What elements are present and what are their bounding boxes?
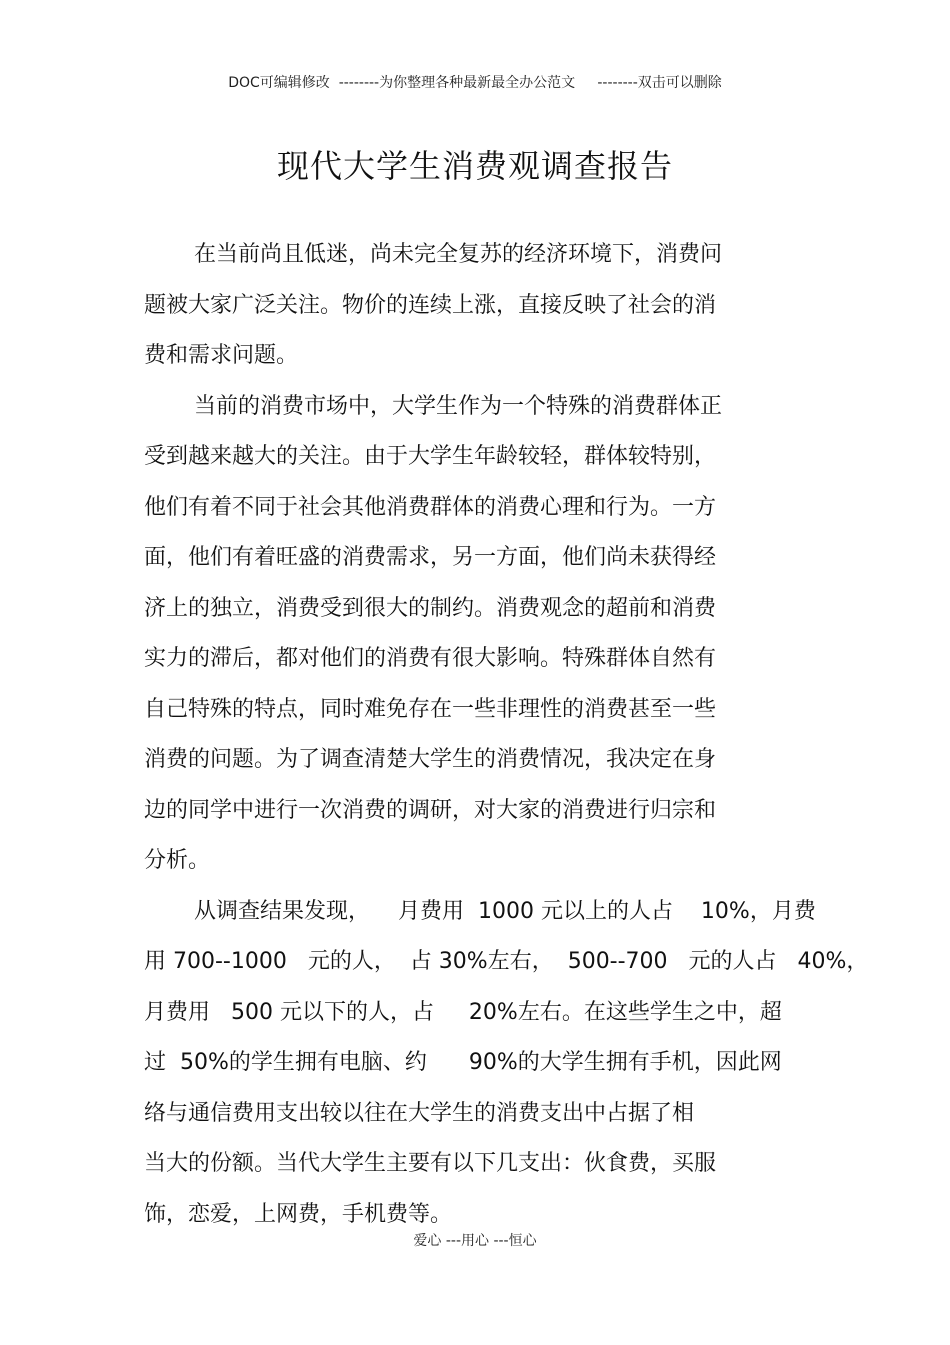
text-line: 当前的消费市场中，大学生作为一个特殊的消费群体正 bbox=[194, 393, 723, 419]
text-line: 面，他们有着旺盛的消费需求，另一方面，他们尚未获得经 bbox=[144, 545, 717, 570]
text-line: 题被大家广泛关注。物价的连续上涨，直接反映了社会的消 bbox=[144, 292, 717, 318]
document-title: 现代大学生消费观调查报告 bbox=[276, 147, 673, 186]
text-line: 消费的问题。为了调查清楚大学生的消费情况，我决定在身 bbox=[144, 747, 717, 772]
text-line: 饰，恋爱，上网费，手机费等。 bbox=[144, 1201, 453, 1227]
text-line: 分析。 bbox=[144, 848, 211, 873]
paragraph-background bbox=[144, 382, 824, 887]
document-body bbox=[144, 230, 869, 1240]
text-line: 月费用 500 元以下的人，占 20%左右。在这些学生之中，超 bbox=[144, 999, 782, 1025]
text-line: 用 700--1000 元的人， 占 30%左右， 500--700 元的人占 40%， bbox=[144, 949, 869, 974]
text-line: 从调查结果发现， 月费用 1000 元以上的人占 10%，月费 bbox=[194, 898, 816, 924]
text-line: 在当前尚且低迷，尚未完全复苏的经济环境下，消费问 bbox=[194, 242, 723, 267]
page-footer: 爱心 ---用心 ---恒心 bbox=[413, 1233, 537, 1249]
paragraph-intro bbox=[144, 230, 824, 382]
text-line: 实力的滞后，都对他们的消费有很大影响。特殊群体自然有 bbox=[144, 646, 717, 671]
text-line: 他们有着不同于社会其他消费群体的消费心理和行为。一方 bbox=[144, 494, 717, 520]
text-line: 济上的独立，消费受到很大的制约。消费观念的超前和消费 bbox=[144, 595, 717, 621]
text-line: 受到越来越大的关注。由于大学生年龄较轻，群体较特别， bbox=[144, 444, 717, 469]
paragraph-survey-results bbox=[144, 887, 869, 1241]
text-line: 过 50%的学生拥有电脑、约 90%的大学生拥有手机，因此网 bbox=[144, 1050, 782, 1075]
text-line: 自己特殊的特点，同时难免存在一些非理性的消费甚至一些 bbox=[144, 696, 717, 722]
text-line: 费和需求问题。 bbox=[144, 343, 299, 368]
text-line: 当大的份额。当代大学生主要有以下几支出：伙食费，买服 bbox=[144, 1151, 717, 1176]
text-line: 络与通信费用支出较以往在大学生的消费支出中占据了相 bbox=[144, 1100, 695, 1126]
page-header: DOC可编辑修改 --------为你整理各种最新最全办公范文 --------双击可以删除 bbox=[228, 75, 722, 91]
text-line: 边的同学中进行一次消费的调研，对大家的消费进行归宗和 bbox=[144, 797, 717, 823]
